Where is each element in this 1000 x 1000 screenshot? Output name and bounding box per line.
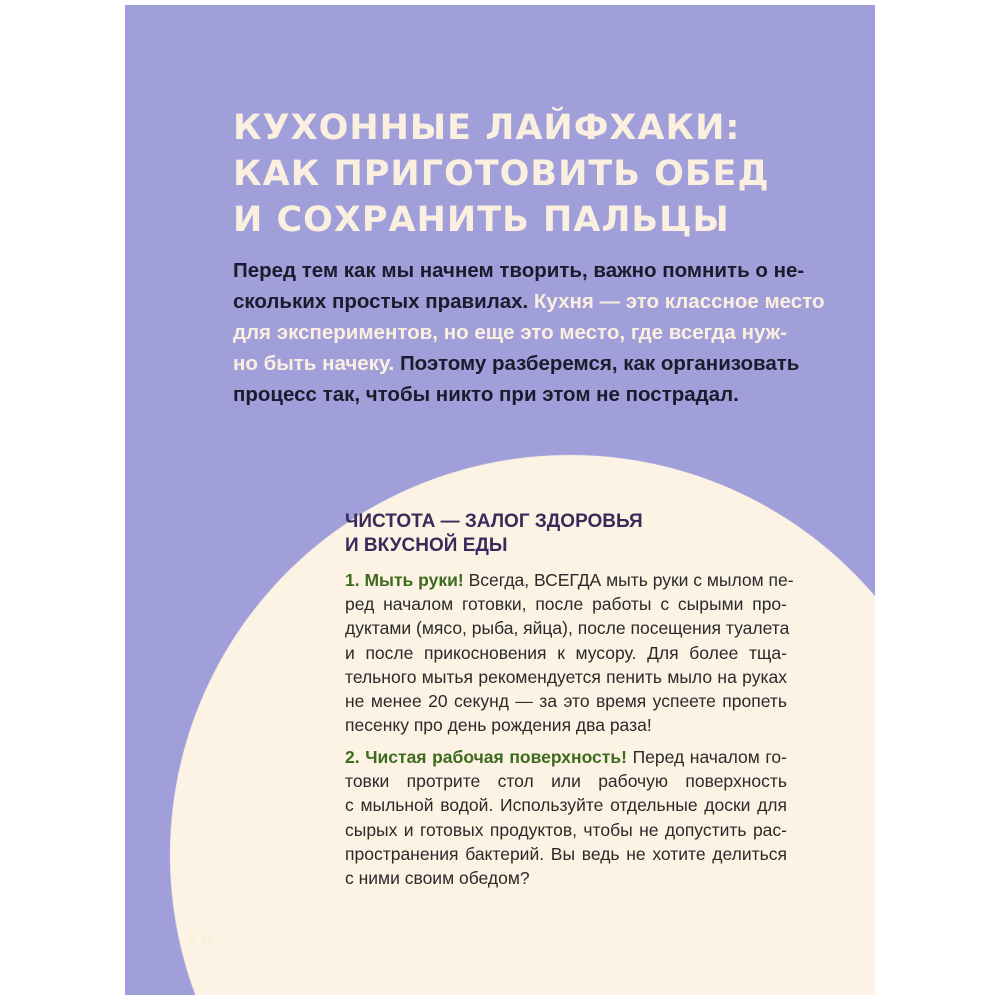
rule-line: товки протрите стол или рабочую поверхность [345, 771, 787, 792]
title-line: КАК ПРИГОТОВИТЬ ОБЕД [233, 154, 770, 194]
rule-line: с ними своим обедом? [345, 868, 530, 889]
title-line: КУХОННЫЕ ЛАЙФХАКИ: [233, 108, 741, 148]
rule-line: дуктами (мясо, рыба, яйца), после посещения туалета [345, 618, 790, 639]
intro-line: процесс так, чтобы никто при этом не пострадал. [233, 383, 739, 406]
intro-paragraph [233, 255, 825, 410]
rule-line: с мыльной водой. Используйте отдельные доски для [345, 795, 787, 816]
rule-line: и после прикосновения к мусору. Для более тща- [345, 642, 787, 663]
rule-2-paragraph [345, 745, 787, 890]
page-number: 10 [185, 927, 216, 949]
intro-highlight: Кухня — это классное место [533, 290, 825, 313]
rule-1-paragraph [345, 568, 794, 737]
rule-line: сырых и готовых продуктов, чтобы не допустить рас- [345, 819, 787, 840]
intro-line [233, 286, 825, 317]
rule-line: тельного мытья рекомендуется пенить мыло на руках [345, 666, 787, 687]
intro-text: скольких простых правилах. [233, 290, 534, 313]
intro-line [233, 348, 800, 379]
rule-line [345, 745, 787, 769]
rule-line: песенку про день рождения два раза! [345, 715, 652, 736]
intro-text: Поэтому разберемся, как организовать [399, 352, 800, 375]
title-line: И СОХРАНИТЬ ПАЛЬЦЫ [233, 200, 730, 240]
intro-highlight: для экспериментов, но еще это место, где всегда нуж- [233, 321, 787, 344]
rule-text: Перед началом го- [626, 747, 787, 767]
rule-line: ред началом готовки, после работы с сырыми про- [345, 594, 787, 615]
section-heading-line: ЧИСТОТА — ЗАЛОГ ЗДОРОВЬЯ [345, 511, 643, 532]
page-title [233, 105, 770, 243]
rule-line: пространения бактерий. Вы ведь не хотите делиться [345, 843, 787, 864]
rule-line: не менее 20 секунд — за это время успеете пропеть [345, 691, 787, 712]
rule-2-lead: 2. Чистая рабочая поверхность! [345, 747, 627, 767]
book-page [125, 5, 875, 995]
intro-line: Перед тем как мы начнем творить, важно помнить о не- [233, 259, 805, 282]
section-heading [345, 510, 643, 558]
rule-1-lead: 1. Мыть руки! [345, 570, 464, 590]
rule-line [345, 568, 794, 592]
rule-text: Всегда, ВСЕГДА мыть руки с мылом пе- [463, 570, 794, 590]
section-heading-line: И ВКУСНОЙ ЕДЫ [345, 535, 508, 556]
intro-highlight: но быть начеку. [233, 352, 400, 375]
